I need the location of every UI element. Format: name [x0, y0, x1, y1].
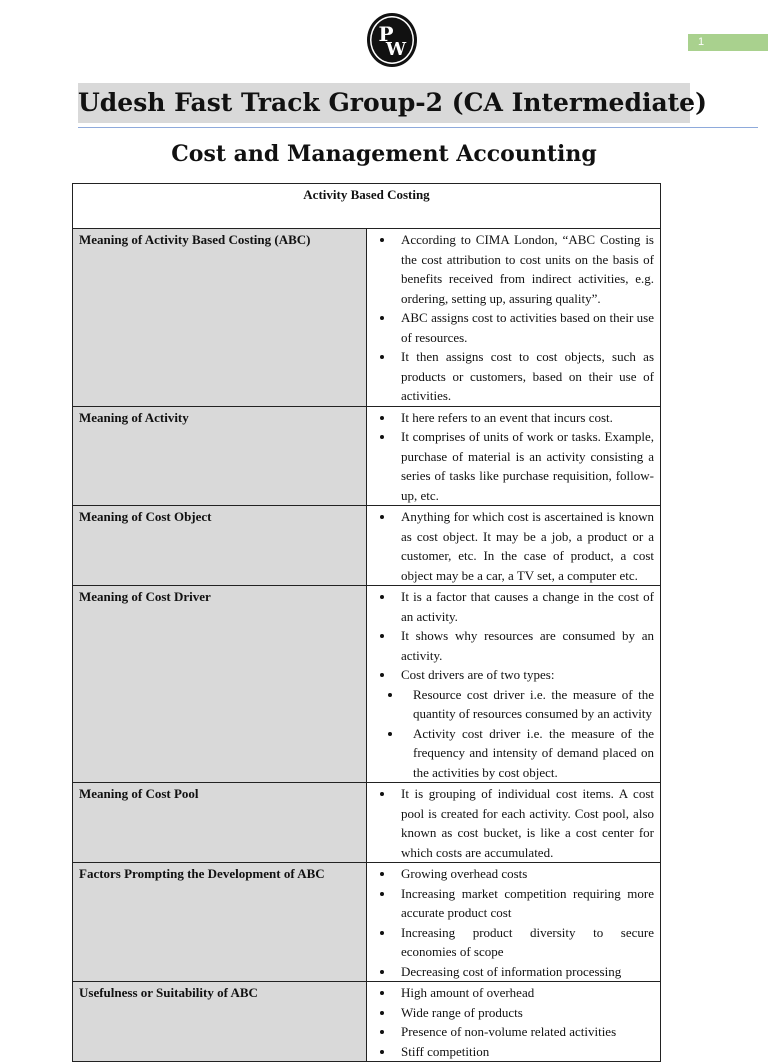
list-item: • Decreasing cost of information processing: [395, 962, 654, 982]
page-number: 1: [688, 34, 768, 51]
table-row: [73, 229, 661, 407]
pw-logo: [366, 12, 418, 68]
table-row: [73, 586, 661, 783]
abc-table: [72, 183, 661, 1062]
list-item: • High amount of overhead: [395, 983, 654, 1003]
list-item: • It here refers to an event that incurs cost.: [395, 408, 654, 428]
row-label: Usefulness or Suitability of ABC: [73, 982, 367, 1062]
list-item: • ABC assigns cost to activities based on their use of resources.: [395, 308, 654, 347]
list-item: • Stiff competition: [395, 1042, 654, 1062]
row-content: [367, 586, 661, 783]
table-row: [73, 783, 661, 863]
logo-w: W: [385, 39, 407, 60]
list-item: • Increasing market competition requiring more accurate product cost: [395, 884, 654, 923]
row-content: [367, 229, 661, 407]
list-item: • Growing overhead costs: [395, 864, 654, 884]
row-label: Meaning of Cost Driver: [73, 586, 367, 783]
sub-list-item: • Resource cost driver i.e. the measure of the quantity of resources consumed by an activity: [403, 685, 654, 724]
row-label: Meaning of Activity: [73, 406, 367, 506]
table-row: [73, 506, 661, 586]
list-item: • Presence of non-volume related activities: [395, 1022, 654, 1042]
row-content: [367, 406, 661, 506]
list-item: • It is grouping of individual cost items. A cost pool is created for each activity. Cost pool, also known as cost bucket, is like a cost center for which costs are accumulated.: [395, 784, 654, 862]
list-item: • It shows why resources are consumed by an activity.: [395, 626, 654, 665]
table-title: Activity Based Costing: [73, 184, 661, 229]
subject-heading: Cost and Management Accounting: [171, 141, 597, 167]
list-item: • Anything for which cost is ascertained is known as cost object. It may be a job, a product or a customer, etc. In the case of product, a cost object may be a car, a TV set, a computer etc.: [395, 507, 654, 585]
row-content: [367, 506, 661, 586]
page-title: Udesh Fast Track Group-2 (CA Intermediate): [78, 83, 690, 123]
list-item: • Wide range of products: [395, 1003, 654, 1023]
row-content: [367, 982, 661, 1062]
list-item: • Cost drivers are of two types:: [395, 665, 654, 685]
row-content: [367, 783, 661, 863]
logo-p: P: [378, 22, 394, 46]
row-label: Meaning of Cost Object: [73, 506, 367, 586]
list-item: • According to CIMA London, “ABC Costing is the cost attribution to cost units on the basis of benefits received from indirect activities, e.g. ordering, setting up, assuring quality”.: [395, 230, 654, 308]
table-row: [73, 406, 661, 506]
row-label: Meaning of Cost Pool: [73, 783, 367, 863]
sub-list-item: • Activity cost driver i.e. the measure of the frequency and intensity of demand placed on the activities by cost object.: [403, 724, 654, 783]
header-divider: [78, 127, 758, 128]
table-title-row: [73, 184, 661, 229]
list-item: • Increasing product diversity to secure economies of scope: [395, 923, 654, 962]
row-label: Meaning of Activity Based Costing (ABC): [73, 229, 367, 407]
list-item: • It then assigns cost to cost objects, such as products or customers, based on their use of activities.: [395, 347, 654, 406]
row-label: Factors Prompting the Development of ABC: [73, 863, 367, 982]
row-content: [367, 863, 661, 982]
list-item: • It comprises of units of work or tasks. Example, purchase of material is an activity consisting a series of tasks like purchase requisition, follow-up, etc.: [395, 427, 654, 505]
table-row: [73, 982, 661, 1062]
list-item: • It is a factor that causes a change in the cost of an activity.: [395, 587, 654, 626]
table-row: [73, 863, 661, 982]
